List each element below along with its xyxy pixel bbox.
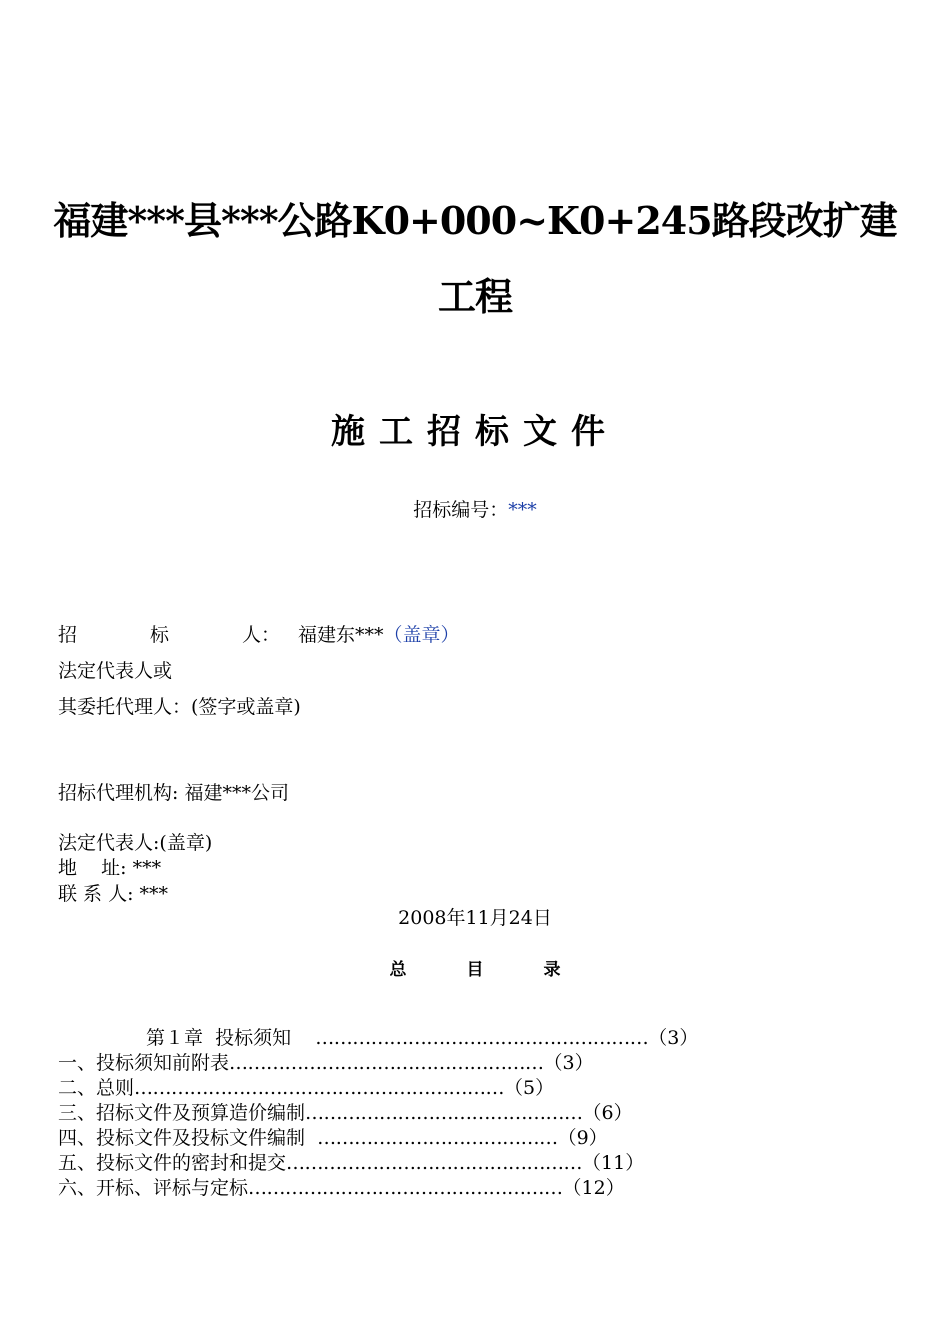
toc-entry-page: （3） [543, 1052, 594, 1074]
title-line-1: 福建***县***公路K0+000~K0+245路段改扩建 [53, 198, 897, 243]
bid-number [0, 495, 950, 522]
toc-entry-label: 五、投标文件的密封和提交 [58, 1152, 287, 1174]
legal-representative-line-2: 其委托代理人：(签字或盖章) [58, 696, 301, 718]
toc-entry [58, 1176, 625, 1201]
tenderer-label-char: 招 [58, 624, 78, 646]
toc-entry-leader: …………………………………………… [248, 1177, 563, 1199]
title-line-2: 工程 [437, 274, 512, 319]
tenderer-label-char: 标 [150, 624, 170, 646]
toc-title-char: 录 [543, 960, 561, 980]
tenderer-seal-note: （盖章） [383, 624, 460, 646]
address: 地 址: *** [58, 857, 162, 879]
toc-entry [58, 1051, 594, 1076]
toc-entry-label: 六、开标、评标与定标 [58, 1177, 249, 1199]
toc-entry-leader: …………………………………………… [229, 1052, 544, 1074]
toc-entry-label: 二、总则 [58, 1077, 135, 1099]
toc-entry-page: （3） [648, 1027, 699, 1049]
tenderer-row [58, 620, 460, 647]
tenderer-value: 福建东*** [298, 624, 384, 646]
toc-entry [58, 1101, 633, 1126]
document-type-heading: 施工招标文件 [331, 412, 619, 452]
legal-representative-line-1: 法定代表人或 [58, 660, 173, 682]
document-date: 2008年11月24日 [398, 907, 552, 929]
toc-entry [58, 1151, 644, 1176]
toc-entry-leader: ……………………………………………… [315, 1027, 649, 1049]
toc-entry-leader: ……………………………………… [305, 1102, 583, 1124]
bid-number-value: *** [508, 499, 537, 521]
toc-entry-page: （5） [504, 1077, 555, 1099]
contact-person: 联 系 人: *** [58, 883, 169, 905]
toc-entry-page: （6） [582, 1102, 633, 1124]
toc-title-char: 总 [389, 960, 407, 980]
toc-entry-label: 三、招标文件及预算造价编制 [58, 1102, 306, 1124]
toc-title-char: 目 [466, 960, 484, 980]
bidding-agency: 招标代理机构: 福建***公司 [58, 782, 289, 804]
toc-entry-page: （12） [562, 1177, 625, 1199]
toc-entry-label: 四、投标文件及投标文件编制 [58, 1127, 318, 1149]
toc-title [0, 955, 950, 980]
toc-entry-leader: ………………………………… [317, 1127, 558, 1149]
toc-entry-leader: ………………………………………… [286, 1152, 583, 1174]
toc-entry [58, 1076, 554, 1101]
toc-entry-chapter-1 [146, 1026, 698, 1051]
tenderer-label [58, 620, 298, 647]
toc-entry [58, 1126, 608, 1151]
bid-number-label: 招标编号： [413, 499, 509, 521]
tenderer-label-char: 人： [242, 624, 281, 646]
toc-entry-page: （11） [582, 1152, 645, 1174]
agency-legal-representative: 法定代表人:(盖章) [58, 832, 213, 854]
toc-entry-leader: …………………………………………………… [134, 1077, 505, 1099]
toc-entry-label: 一、投标须知前附表 [58, 1052, 230, 1074]
toc-entry-page: （9） [557, 1127, 608, 1149]
toc-entry-label: 第１章 投标须知 [146, 1027, 316, 1049]
